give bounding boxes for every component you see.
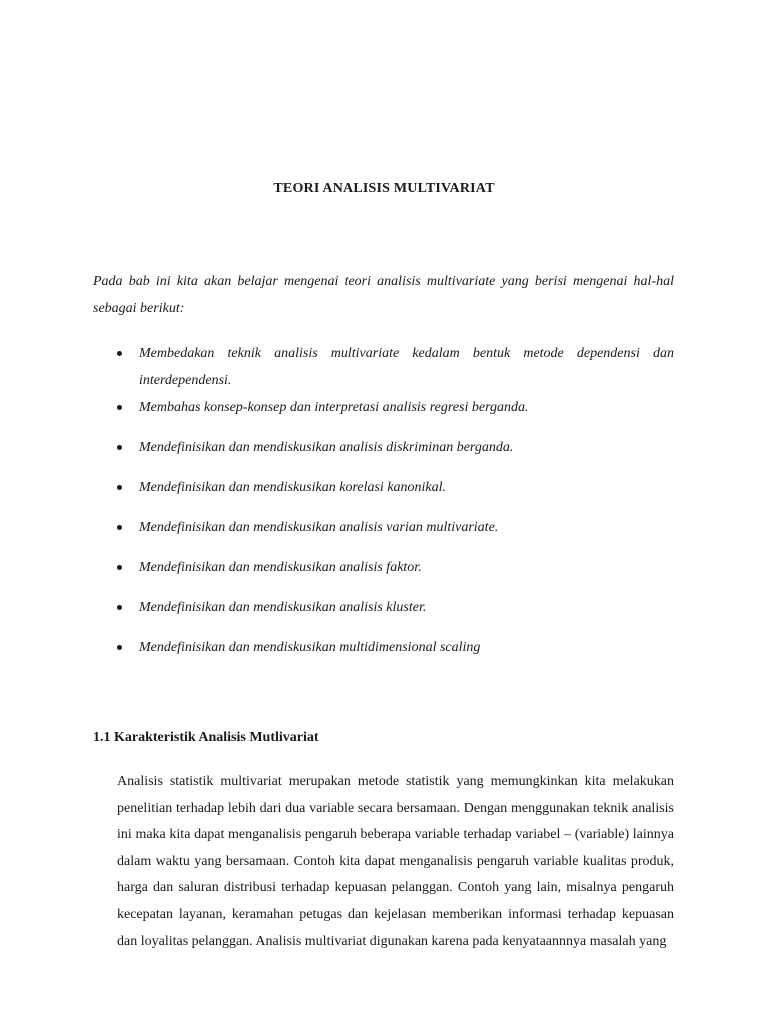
list-item-text: Membahas konsep-konsep dan interpretasi analisis regresi berganda. [139,400,529,415]
list-item [93,634,674,661]
list-item-text: Mendefinisikan dan mendiskusikan analisis diskriminan berganda. [139,440,514,455]
list-item-text: Mendefinisikan dan mendiskusikan korelasi kanonikal. [139,480,447,495]
list-item [93,554,674,581]
list-item-text: Membedakan teknik analisis multivariate kedalam bentuk metode dependensi dan interdependensi. [139,346,674,388]
list-item [93,594,674,621]
section-heading: 1.1 Karakteristik Analisis Mutlivariat [93,730,319,745]
list-item [93,340,674,394]
list-item-text: Mendefinisikan dan mendiskusikan analisis varian multivariate. [139,520,499,535]
list-item-text: Mendefinisikan dan mendiskusikan multidimensional scaling [139,640,481,655]
section-body: Analisis statistik multivariat merupakan metode statistik yang memungkinkan kita melakukan penelitian terhadap lebih dari dua variable secara bersamaan. Dengan menggunakan teknik analisis ini maka kita dapat menganalisis pengaruh beberapa variable terhadap variabel – (variable) lainnya dalam waktu yang bersamaan. Contoh kita dapat menganalisis pengaruh variable kualitas produk, harga dan saluran distribusi terhadap kepuasan pelanggan. Contoh yang lain, misalnya pengaruh kecepatan layanan, keramahan petugas dan kejelasan memberikan informasi terhadap kepuasan dan loyalitas pelanggan. Analisis multivariat digunakan karena pada kenyataannnya masalah yang [117,774,674,949]
list-item-text: Mendefinisikan dan mendiskusikan analisis faktor. [139,560,422,575]
intro-paragraph: Pada bab ini kita akan belajar mengenai teori analisis multivariate yang berisi mengenai hal-hal sebagai berikut: [93,274,674,316]
list-item [93,474,674,501]
bullet-icon [117,565,122,570]
document-title: TEORI ANALISIS MULTIVARIAT [273,181,495,196]
bullet-icon [117,525,122,530]
list-item [93,434,674,461]
list-item [93,394,674,421]
list-item [93,514,674,541]
bullet-icon [117,605,122,610]
bullet-icon [117,485,122,490]
bullet-icon [117,645,122,650]
bullet-icon [117,351,122,356]
list-item-text: Mendefinisikan dan mendiskusikan analisis kluster. [139,600,427,615]
bullet-icon [117,405,122,410]
bullet-icon [117,445,122,450]
objectives-list [93,340,674,661]
